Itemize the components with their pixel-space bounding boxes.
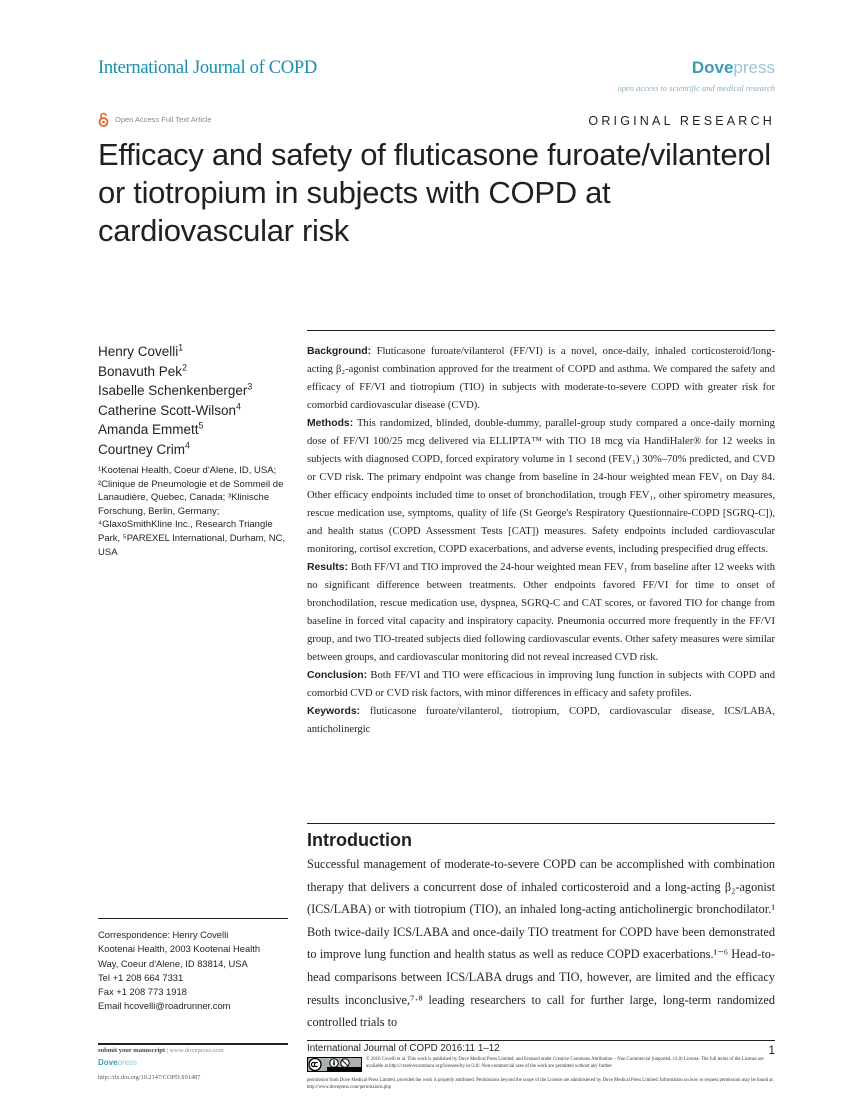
author-name[interactable]: Henry Covelli$^1$ [98, 342, 184, 359]
abstract-background: Background: Fluticasone furoate/vilanterol (FF/VI) is a novel, once-daily, inhaled corticosteroid/long-acting β₂-agonist combination approved for the treatment of COPD and asthma. We compared the safety and efficacy of FF/VI and tiotropium (TIO) in subjects with moderate-to-severe COPD with greater risk for comorbid cardiovascular disease (CVD). [307, 346, 775, 411]
footer-publisher-logo[interactable]: Dovepress [98, 1058, 138, 1067]
abstract-results: Results: Both FF/VI and TIO improved the 24-hour weighted mean FEV₁ from baseline after 12 weeks with no significant difference between treatments. Other endpoints favored FF/VI for time to onset of bronchodilation, rescue medication use, dyspnea, SGRQ-C and CAT scores, or favored TIO for change from baseline in forced vital capacity and inspiratory capacity. Pneumonia occurred more frequently in the FF/VI group, and two TIO-treated subjects died following cardiovascular events. Other safety measures were similar between groups, and cardiovascular monitoring did not reveal increased CVD risk. [307, 562, 775, 663]
abstract-bottom-rule [307, 823, 775, 824]
author-name[interactable]: Amanda Emmett$^5$ [98, 420, 204, 437]
page-number: 1 [768, 1043, 775, 1057]
abstract-keywords: Keywords: fluticasone furoate/vilanterol, tiotropium, COPD, cardiovascular disease, ICS/LABA, anticholinergic [307, 706, 775, 735]
footer-right-rule [307, 1040, 775, 1041]
footer-left-rule [98, 1043, 288, 1045]
correspondence-block [98, 928, 298, 1014]
correspondence-name: Correspondence: Henry Covelli [98, 929, 229, 940]
creative-commons-badge-icon[interactable] [307, 1057, 362, 1072]
license-statement-continued: permission from Dove Medical Press Limited, provided the work is properly attributed. Permissions beyond the scope of the License are administered by Dove Medical Press Limited. Information on how to request permission may be found at: http://www.dovepress.com/permissions.php [307, 1078, 775, 1090]
abstract-methods: Methods: This randomized, blinded, double-dummy, parallel-group study compared a once-daily morning dose of FF/VI 100/25 mcg delivered via ELLIPTA™ with TIO 18 mcg via HandiHaler® for 12 weeks in subjects with diagnosed COPD, forced expiratory volume in 1 second (FEV₁) 30%–70% predicted, and CVD or CVD risk. The primary endpoint was change from baseline in 24-hour weighted mean FEV₁ on Day 84. Other efficacy endpoints included time to onset of bronchodilation, trough FEV₁, other spirometry measures, rescue medication use, symptoms, quality of life (St George's Respiratory Questionnaire-COPD [SGRQ-C]), and health status (COPD Assessment Tests [CAT]) measures. Safety endpoints included cardiovascular monitoring, cortisol excretion, COPD exacerbations, and adverse events, including prespecified drug effects. [307, 418, 775, 555]
journal-citation: International Journal of COPD 2016:11 1–12 [307, 1043, 500, 1054]
author-name[interactable]: Courtney Crim$^4$ [98, 440, 190, 457]
author-name[interactable]: Isabelle Schenkenberger$^3$ [98, 381, 253, 398]
correspondence-address: Way, Coeur d'Alene, ID 83814, USA [98, 957, 248, 969]
open-access-label: Open Access Full Text Article [115, 115, 212, 124]
correspondence-tel: Tel +1 208 664 7331 [98, 971, 184, 983]
correspondence-address: Kootenai Health, 2003 Kootenai Health [98, 943, 261, 955]
abstract-top-rule [307, 330, 775, 331]
license-statement: © 2016 Covelli et al. This work is published by Dove Medical Press Limited, and licensed under Creative Commons Attribution – Non Commercial (unported, v3.0) License. The full terms of the License are available at http://creativecommons.org/licenses/by-nc/3.0/. Non-commercial uses of the work are permitted without any further [366, 1057, 764, 1069]
submit-manuscript-link[interactable]: submit your manuscript | www.dovepress.com [98, 1047, 224, 1054]
doi-link[interactable]: http://dx.doi.org/10.2147/COPD.S91487 [98, 1074, 201, 1081]
publisher-logo[interactable] [692, 58, 775, 78]
author-name[interactable]: Catherine Scott-Wilson$^4$ [98, 401, 241, 418]
brand-part1: Dove [691, 58, 734, 77]
brand-part2: press [733, 58, 775, 77]
author-name[interactable]: Bonavuth Pek$^2$ [98, 362, 187, 379]
journal-name[interactable]: International Journal of COPD [98, 58, 317, 78]
publisher-tagline: open access to scientific and medical research [617, 83, 775, 93]
open-access-lock-icon [98, 112, 109, 127]
article-title: Efficacy and safety of fluticasone furoate/vilanterol or tiotropium in subjects with COPD at cardiovascular risk [98, 137, 771, 248]
article-type-label: ORIGINAL RESEARCH [588, 114, 775, 128]
correspondence-fax: Fax +1 208 773 1918 [98, 986, 187, 998]
introduction-heading: Introduction [307, 830, 412, 850]
author-list [98, 342, 252, 459]
abstract [307, 343, 775, 739]
introduction-paragraph: Successful management of moderate-to-severe COPD can be accomplished with combination therapy that delivers a concurrent dose of inhaled corticosteroid and a long-acting β₂-agonist (ICS/LABA) or with tiotropium (TIO), an inhaled long-acting anticholinergic bronchodilator.¹ Both twice-daily ICS/LABA and once-daily TIO treatment for COPD have been demonstrated to improve lung function and health status as well as reduce COPD exacerbations.¹⁻⁶ Head-to-head comparisons between ICS/LABA drugs and TIO, however, are limited and the efficacy results inconclusive,⁷·⁸ leading researchers to call for further large, long-term randomized controlled trials to [307, 857, 775, 1030]
abstract-conclusion: Conclusion: Both FF/VI and TIO were efficacious in improving lung function in subjects with COPD and comorbid CVD or CVD risk factors, with minor differences in efficacy and safety profiles. [307, 670, 775, 699]
affiliations: ¹Kootenai Health, Coeur d'Alene, ID, USA; ²Clinique de Pneumologie et de Sommeil de Lanaudière, Quebec, Canada; ³Klinische Forschung, Berlin, Germany; ⁴GlaxoSmithKline Inc., Research Triangle Park, ⁵PAREXEL International, Durham, NC, USA [98, 465, 286, 558]
correspondence-rule [98, 918, 288, 919]
open-access-row [98, 112, 212, 127]
correspondence-email[interactable]: Email hcovelli@roadrunner.com [98, 1000, 231, 1012]
